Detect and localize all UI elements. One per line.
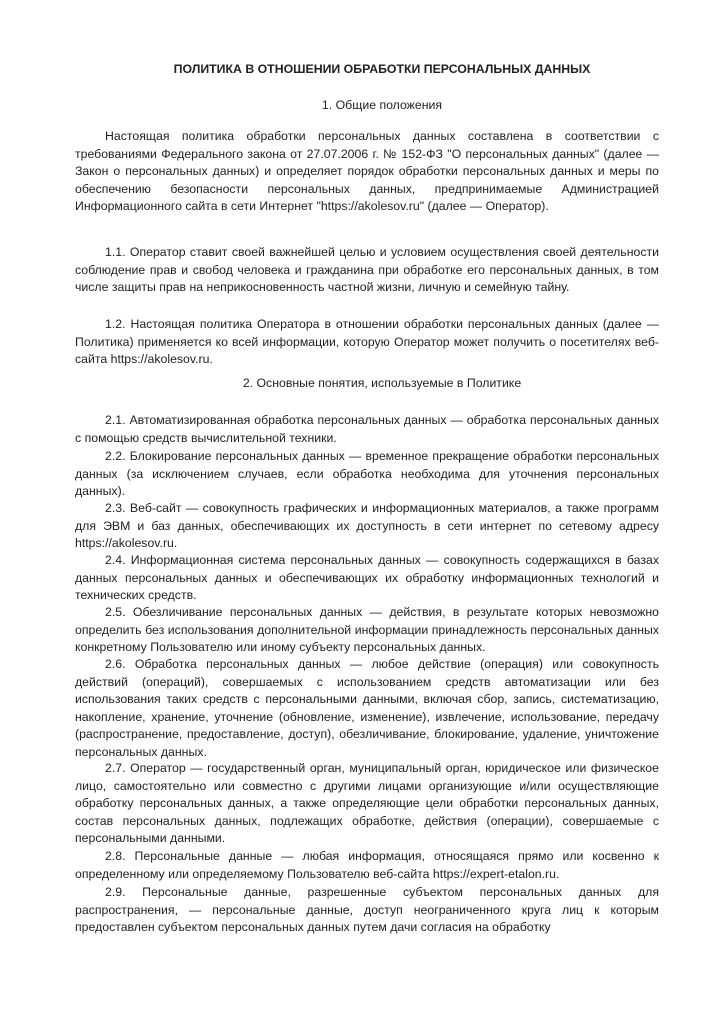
paragraph-2-7 xyxy=(75,760,659,848)
paragraph-2-2-text: 2.2. Блокирование персональных данных — временное прекращение обработки персональных данных (за исключением случаев, если обработка необходима для уточнения персональных данных). xyxy=(75,449,659,499)
paragraph-2-1 xyxy=(75,412,659,447)
paragraph-2-4 xyxy=(75,552,659,605)
paragraph-2-2 xyxy=(75,448,659,501)
paragraph-2-3 xyxy=(75,500,659,553)
section-1-heading: 1. Общие положения xyxy=(321,98,443,112)
intro-text: Настоящая политика обработки персональных данных составлена в соответствии с требованиями Федерального закона от 27.07.2006 г. № 152-ФЗ "О персональных данных" (далее — Закон о персональных данных) и определяет порядок обработки персональных данных и меры по обеспечению безопасности персональных данных, предпринимаемые Администрацией Информационного сайта в сети Интернет "https://akolesov.ru" (далее — Оператор). xyxy=(75,129,659,214)
paragraph-2-1-text: 2.1. Автоматизированная обработка персональных данных — обработка персональных данных с помощью средств вычислительной техники. xyxy=(75,413,659,445)
paragraph-1-1 xyxy=(75,244,659,297)
paragraph-2-6-text: 2.6. Обработка персональных данных — любое действие (операция) или совокупность действий (операций), совершаемых с использованием средств автоматизации или без использования таких средств с персональными данными, включая сбор, запись, систематизацию, накопление, хранение, уточнение (обновление, изменение), извлечение, использование, передачу (распространение, предоставление, доступ), обезличивание, блокирование, удаление, уничтожение персональных данных. xyxy=(75,657,659,759)
paragraph-2-8 xyxy=(75,848,659,883)
paragraph-1-2-text: 1.2. Настоящая политика Оператора в отношении обработки персональных данных (далее — Политика) применяется ко всей информации, которую Оператор может получить о посетителях веб-сайта https://akolesov.ru. xyxy=(75,317,659,367)
intro-paragraph xyxy=(75,128,659,216)
paragraph-2-6 xyxy=(75,656,659,762)
paragraph-1-2 xyxy=(75,316,659,369)
paragraph-1-1-text: 1.1. Оператор ставит своей важнейшей целью и условием осуществления своей деятельности соблюдение прав и свобод человека и гражданина при обработке его персональных данных, в том числе защиты прав на неприкосновенность частной жизни, личную и семейную тайну. xyxy=(75,245,659,295)
paragraph-2-5 xyxy=(75,604,659,657)
paragraph-2-9-text: 2.9. Персональные данные, разрешенные субъектом персональных данных для распространения, — персональные данные, доступ неограниченного круга лиц к которым предоставлен субъектом персональных данных путем дачи согласия на обработку xyxy=(75,885,659,935)
paragraph-2-4-text: 2.4. Информационная система персональных данных — совокупность содержащихся в базах данных персональных данных и обеспечивающих их обработку информационных технологий и технических средств. xyxy=(75,553,659,603)
paragraph-2-3-text: 2.3. Веб-сайт — совокупность графических и информационных материалов, а также программ для ЭВМ и баз данных, обеспечивающих их доступность в сети интернет по сетевому адресу https://akolesov.ru. xyxy=(75,501,659,551)
paragraph-2-5-text: 2.5. Обезличивание персональных данных — действия, в результате которых невозможно определить без использования дополнительной информации принадлежность персональных данных конкретному Пользователю или иному субъекту персональных данных. xyxy=(75,605,659,655)
paragraph-2-9 xyxy=(75,884,659,937)
document-title: ПОЛИТИКА В ОТНОШЕНИИ ОБРАБОТКИ ПЕРСОНАЛЬНЫХ ДАННЫХ xyxy=(173,62,591,76)
paragraph-2-8-text: 2.8. Персональные данные — любая информация, относящаяся прямо или косвенно к определенному или определяемому Пользователю веб-сайта https://expert-etalon.ru. xyxy=(75,849,659,881)
paragraph-2-7-text: 2.7. Оператор — государственный орган, муниципальный орган, юридическое или физическое лицо, самостоятельно или совместно с другими лицами организующие и/или осуществляющие обработку персональных данных, а также определяющие цели обработки персональных данных, состав персональных данных, подлежащих обработке, действия (операции), совершаемые с персональными данными. xyxy=(75,761,659,846)
section-2-heading: 2. Основные понятия, используемые в Политике xyxy=(242,376,522,390)
